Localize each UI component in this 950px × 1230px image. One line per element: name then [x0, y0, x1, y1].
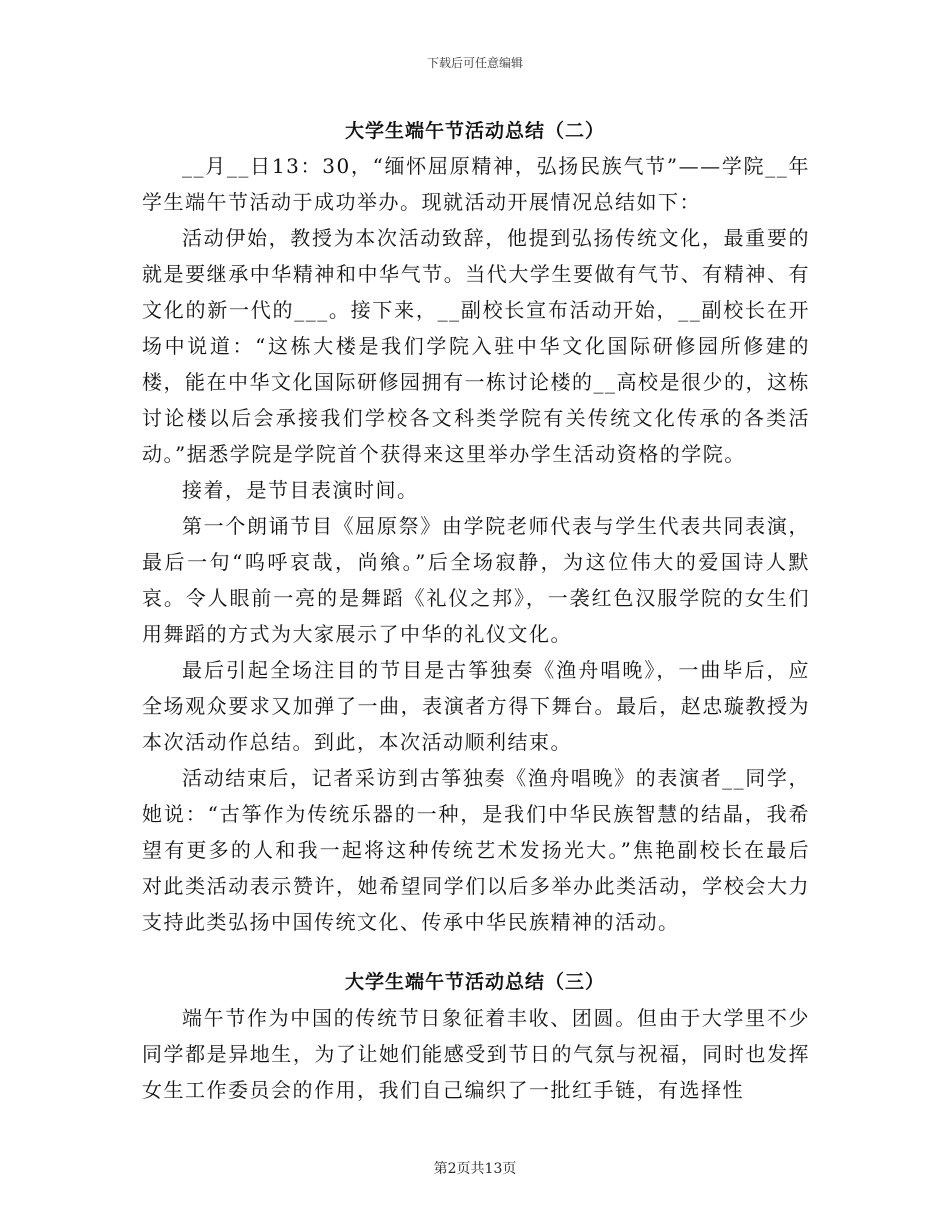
paragraph: 活动伊始，教授为本次活动致辞，他提到弘扬传统文化，最重要的就是要继承中华精神和中华气节。当代大学生要做有气节、有精神、有文化的新一代的___。接下来，__副校长宣布活动开始，__副校长在开场中说道：“这栋大楼是我们学院入驻中华文化国际研修园所修建的楼，能在中华文化国际研修园拥有一栋讨论楼的__高校是很少的，这栋讨论楼以后会承接我们学校各文科类学院有关传统文化传承的各类活动。”据悉学院是学院首个获得来这里举办学生活动资格的学院。	[142, 226, 810, 466]
section-three-body	[142, 1000, 810, 1108]
page-header-note: 下载后可任意编辑	[426, 56, 523, 70]
paragraph: 接着，是节目表演时间。	[182, 478, 419, 502]
section-three-title: 大学生端午节活动总结（三）	[344, 971, 605, 993]
page-footer-number: 第2页共13页	[433, 1161, 517, 1177]
paragraph: 活动结束后，记者采访到古筝独奏《渔舟唱晚》的表演者__同学，她说：“古筝作为传统乐器的一种，是我们中华民族智慧的结晶，我希望有更多的人和我一起将这种传统艺术发扬光大。”焦艳副校长在最后对此类活动表示赞许，她希望同学们以后多举办此类活动，学校会大力支持此类弘扬中国传统文化、传承中华民族精神的活动。	[142, 766, 810, 934]
paragraph: 端午节作为中国的传统节日象征着丰收、团圆。但由于大学里不少同学都是异地生，为了让她们能感受到节日的气氛与祝福，同时也发挥女生工作委员会的作用，我们自己编织了一批红手链，有选择性	[142, 1006, 810, 1102]
paragraph: __月__日13：30，“缅怀屈原精神，弘扬民族气节”——学院__年学生端午节活动于成功举办。现就活动开展情况总结如下：	[142, 154, 810, 214]
section-two-title: 大学生端午节活动总结（二）	[344, 120, 605, 142]
section-two-body	[142, 148, 810, 940]
paragraph: 最后引起全场注目的节目是古筝独奏《渔舟唱晚》，一曲毕后，应全场观众要求又加弹了一曲，表演者方得下舞台。最后，赵忠璇教授为本次活动作总结。到此，本次活动顺利结束。	[142, 658, 810, 754]
paragraph: 第一个朗诵节目《屈原祭》由学院老师代表与学生代表共同表演，最后一句“呜呼哀哉，尚飨。”后全场寂静，为这位伟大的爱国诗人默哀。令人眼前一亮的是舞蹈《礼仪之邦》，一袭红色汉服学院的女生们用舞蹈的方式为大家展示了中华的礼仪文化。	[142, 514, 810, 646]
